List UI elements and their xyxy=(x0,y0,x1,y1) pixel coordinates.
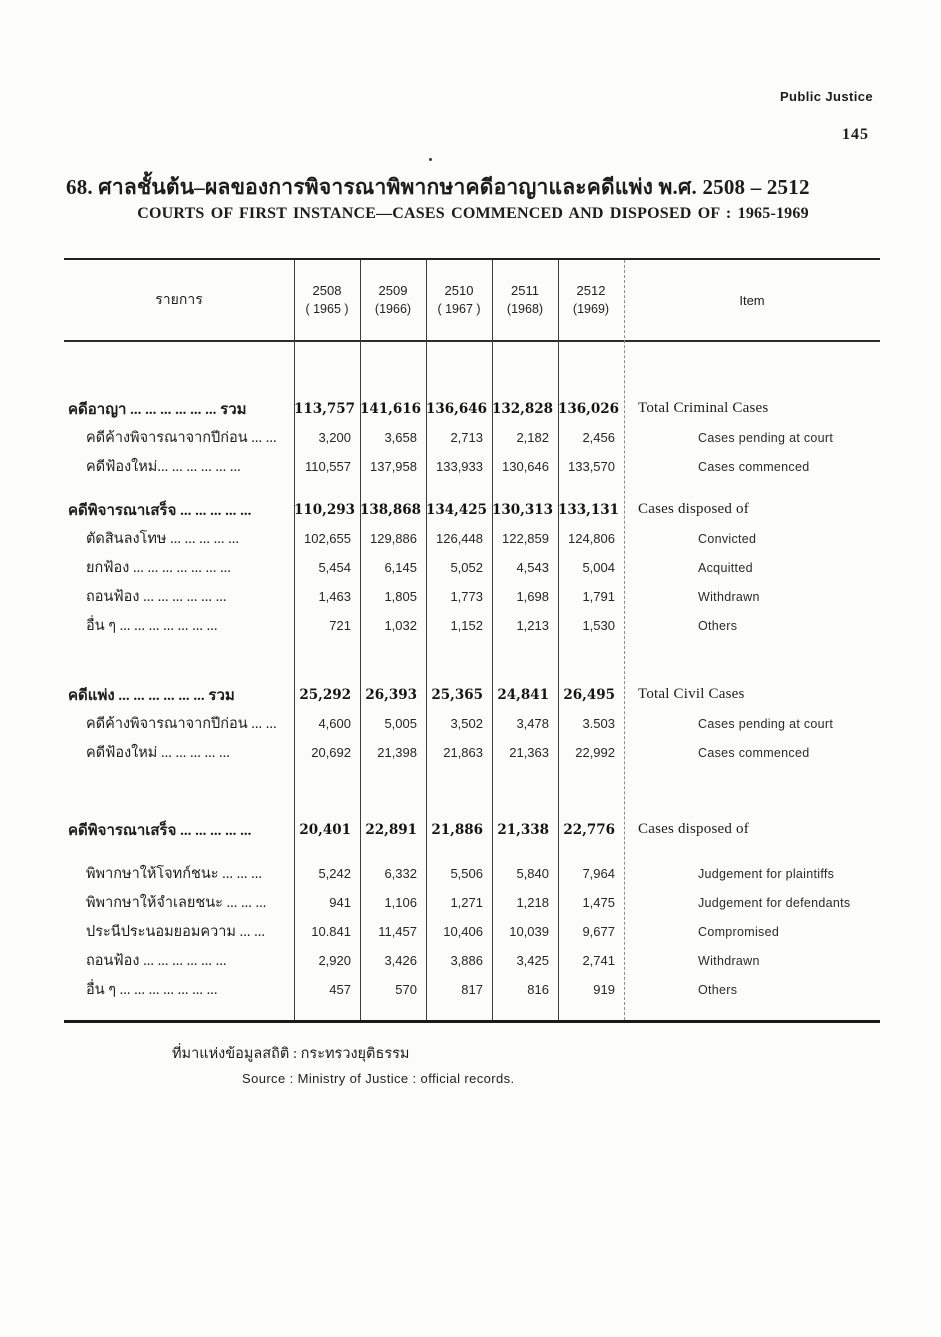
table-row xyxy=(64,680,880,709)
scan-artifact-dot xyxy=(429,158,432,161)
cell-value: 3,425 xyxy=(516,953,549,968)
cell-value: 102,655 xyxy=(304,531,351,546)
row-label-thai: คดีพิจารณาเสร็จ ... ... ... ... ... xyxy=(68,502,252,519)
cell-value: 10,039 xyxy=(509,924,549,939)
table-body xyxy=(64,342,880,1020)
cell-value: 20,692 xyxy=(311,745,351,760)
cell-value: 919 xyxy=(593,982,615,997)
row-label-thai: คดีค้างพิจารณาจากปีก่อน ... ... xyxy=(86,716,277,732)
row-label-english: Convicted xyxy=(698,531,757,546)
cell-value: 3,200 xyxy=(318,430,351,445)
cell-value: 816 xyxy=(527,982,549,997)
cell-value: 1,530 xyxy=(582,618,615,633)
cell-value: 1,791 xyxy=(582,589,615,604)
cell-value: 21,863 xyxy=(443,745,483,760)
source-thai: ที่มาแห่งข้อมูลสถิติ : กระทรวงยุติธรรม xyxy=(172,1046,410,1062)
year-be: 2511 xyxy=(511,282,539,298)
table-section xyxy=(64,495,880,640)
cell-value: 136,026 xyxy=(558,400,620,417)
cell-value: 5,454 xyxy=(318,560,351,575)
table-row xyxy=(64,611,880,640)
page-number: 145 xyxy=(842,126,869,143)
table-section xyxy=(64,859,880,1004)
table-row xyxy=(64,815,880,844)
cell-value: 1,475 xyxy=(582,895,615,910)
cell-value: 11,457 xyxy=(378,924,417,939)
row-label-thai: คดีแพ่ง ... ... ... ... ... ... รวม xyxy=(68,687,235,704)
row-label-thai: อื่น ๆ ... ... ... ... ... ... ... xyxy=(86,982,218,998)
table-row xyxy=(64,495,880,524)
column-header-year-2508 xyxy=(294,281,360,319)
table-row xyxy=(64,859,880,888)
cell-value: 10,406 xyxy=(443,924,483,939)
cell-value: 21,363 xyxy=(509,745,549,760)
table-row xyxy=(64,452,880,481)
row-label-thai: คดีพิจารณาเสร็จ ... ... ... ... ... xyxy=(68,822,252,839)
row-label-thai: คดีฟ้องใหม่ ... ... ... ... ... xyxy=(86,745,230,761)
cell-value: 25,292 xyxy=(299,686,351,703)
cell-value: 2,713 xyxy=(450,430,483,445)
cell-value: 6,145 xyxy=(384,560,417,575)
row-label-thai: คดีค้างพิจารณาจากปีก่อน ... ... xyxy=(86,430,277,446)
cell-value: 1,698 xyxy=(516,589,549,604)
cell-value: 9,677 xyxy=(582,924,615,939)
table-title-english: COURTS OF FIRST INSTANCE—CASES COMMENCED AND DISPOSED OF : 1965-1969 xyxy=(137,205,809,223)
table-header-row xyxy=(64,260,880,342)
cell-value: 141,616 xyxy=(360,400,422,417)
source-note xyxy=(172,1042,515,1086)
row-label-english: Cases commenced xyxy=(698,459,810,474)
cell-value: 133,570 xyxy=(568,459,615,474)
row-label-thai: พิพากษาให้จำเลยชนะ ... ... ... xyxy=(86,895,267,911)
cell-value: 22,776 xyxy=(563,821,615,838)
row-label-english: Others xyxy=(698,982,738,997)
table-row xyxy=(64,394,880,423)
table-row xyxy=(64,975,880,1004)
cell-value: 137,958 xyxy=(370,459,417,474)
cell-value: 5,506 xyxy=(450,866,483,881)
cell-value: 1,213 xyxy=(516,618,549,633)
cell-value: 5,840 xyxy=(516,866,549,881)
cell-value: 132,828 xyxy=(492,400,554,417)
cell-value: 136,646 xyxy=(426,400,488,417)
table-row xyxy=(64,738,880,767)
cell-value: 22,992 xyxy=(575,745,615,760)
cell-value: 20,401 xyxy=(299,821,351,838)
cell-value: 1,805 xyxy=(384,589,417,604)
cell-value: 133,933 xyxy=(436,459,483,474)
cell-value: 124,806 xyxy=(568,531,615,546)
cell-value: 24,841 xyxy=(497,686,549,703)
cell-value: 6,332 xyxy=(384,866,417,881)
cell-value: 5,005 xyxy=(384,716,417,731)
source-english: Source : Ministry of Justice : official records. xyxy=(242,1071,515,1086)
cell-value: 941 xyxy=(329,895,351,910)
year-be: 2509 xyxy=(378,282,408,298)
cell-value: 5,052 xyxy=(450,560,483,575)
row-label-thai: ถอนฟ้อง ... ... ... ... ... ... xyxy=(86,589,227,605)
table-row xyxy=(64,917,880,946)
cell-value: 21,338 xyxy=(497,821,549,838)
column-header-year-2509 xyxy=(360,281,426,319)
cell-value: 130,313 xyxy=(492,501,554,518)
cell-value: 3,658 xyxy=(384,430,417,445)
cell-value: 25,365 xyxy=(431,686,483,703)
cell-value: 1,032 xyxy=(384,618,417,633)
row-label-english: Cases pending at court xyxy=(698,716,834,731)
cell-value: 1,152 xyxy=(450,618,483,633)
cell-value: 122,859 xyxy=(502,531,549,546)
table-row xyxy=(64,423,880,452)
cell-value: 3.503 xyxy=(582,716,615,731)
cell-value: 130,646 xyxy=(502,459,549,474)
year-ce: ( 1967 ) xyxy=(437,302,481,317)
row-label-english: Withdrawn xyxy=(698,589,760,604)
cell-value: 7,964 xyxy=(582,866,615,881)
cell-value: 134,425 xyxy=(426,501,488,518)
table-section xyxy=(64,394,880,481)
row-label-english: Total Criminal Cases xyxy=(638,400,769,416)
cell-value: 110,293 xyxy=(294,501,356,518)
year-ce: (1966) xyxy=(374,302,412,317)
cell-value: 129,886 xyxy=(370,531,417,546)
row-label-english: Acquitted xyxy=(698,560,753,575)
year-be: 2512 xyxy=(576,282,606,298)
cell-value: 2,741 xyxy=(582,953,615,968)
row-label-english: Withdrawn xyxy=(698,953,760,968)
cell-value: 721 xyxy=(329,618,351,633)
cell-value: 817 xyxy=(461,982,483,997)
cell-value: 3,886 xyxy=(450,953,483,968)
year-ce: ( 1965 ) xyxy=(305,302,349,317)
cell-value: 1,106 xyxy=(384,895,417,910)
cell-value: 2,920 xyxy=(318,953,351,968)
table-row xyxy=(64,582,880,611)
cell-value: 1,218 xyxy=(516,895,549,910)
cell-value: 21,886 xyxy=(431,821,483,838)
row-label-english: Cases disposed of xyxy=(638,501,749,517)
cell-value: 1,271 xyxy=(450,895,483,910)
cell-value: 1,773 xyxy=(450,589,483,604)
cell-value: 2,182 xyxy=(516,430,549,445)
cell-value: 113,757 xyxy=(294,400,356,417)
cell-value: 26,393 xyxy=(365,686,417,703)
cell-value: 22,891 xyxy=(365,821,417,838)
column-header-year-2510 xyxy=(426,281,492,319)
year-ce: (1969) xyxy=(572,302,610,317)
table-row xyxy=(64,553,880,582)
year-be: 2508 xyxy=(312,282,342,298)
row-label-english: Others xyxy=(698,618,738,633)
column-header-year-2511 xyxy=(492,281,558,319)
row-label-english: Total Civil Cases xyxy=(638,686,745,702)
cell-value: 133,131 xyxy=(558,501,620,518)
year-ce: (1968) xyxy=(506,302,544,317)
statistics-table xyxy=(64,258,880,1023)
table-section xyxy=(64,680,880,767)
row-label-thai: ยกฟ้อง ... ... ... ... ... ... ... xyxy=(86,560,231,576)
column-header-year-2512 xyxy=(558,281,624,319)
column-header-item-english: Item xyxy=(739,292,765,308)
row-label-thai: คดีอาญา ... ... ... ... ... ... รวม xyxy=(68,401,247,418)
row-label-english: Judgement for defendants xyxy=(698,895,851,910)
row-label-english: Cases commenced xyxy=(698,745,810,760)
cell-value: 1,463 xyxy=(318,589,351,604)
cell-value: 2,456 xyxy=(582,430,615,445)
cell-value: 3,478 xyxy=(516,716,549,731)
cell-value: 5,004 xyxy=(582,560,615,575)
table-row xyxy=(64,888,880,917)
cell-value: 5,242 xyxy=(318,866,351,881)
cell-value: 457 xyxy=(329,982,351,997)
cell-value: 21,398 xyxy=(377,745,417,760)
row-label-thai: คดีฟ้องใหม่... ... ... ... ... ... xyxy=(86,459,241,475)
table-section xyxy=(64,815,880,844)
table-title-thai: 68. ศาลชั้นต้น–ผลของการพิจารณาพิพากษาคดีอาญาและคดีแพ่ง พ.ศ. 2508 – 2512 xyxy=(66,175,810,199)
cell-value: 26,495 xyxy=(563,686,615,703)
cell-value: 3,426 xyxy=(384,953,417,968)
running-header: Public Justice xyxy=(779,89,873,104)
cell-value: 126,448 xyxy=(436,531,483,546)
year-be: 2510 xyxy=(444,282,474,298)
row-label-english: Judgement for plaintiffs xyxy=(698,866,835,881)
cell-value: 4,543 xyxy=(516,560,549,575)
row-label-thai: พิพากษาให้โจทก์ชนะ ... ... ... xyxy=(86,866,263,882)
row-label-english: Compromised xyxy=(698,924,780,939)
cell-value: 3,502 xyxy=(450,716,483,731)
table-row xyxy=(64,524,880,553)
row-label-thai: ตัดสินลงโทษ ... ... ... ... ... xyxy=(86,531,239,547)
row-label-thai: ประนีประนอมยอมความ ... ... xyxy=(86,924,265,940)
table-row xyxy=(64,946,880,975)
row-label-thai: ถอนฟ้อง ... ... ... ... ... ... xyxy=(86,953,227,969)
row-label-english: Cases pending at court xyxy=(698,430,834,445)
cell-value: 138,868 xyxy=(360,501,422,518)
column-header-item-thai: รายการ xyxy=(155,293,203,308)
row-label-thai: อื่น ๆ ... ... ... ... ... ... ... xyxy=(86,618,218,634)
row-label-english: Cases disposed of xyxy=(638,821,749,837)
table-row xyxy=(64,709,880,738)
cell-value: 4,600 xyxy=(318,716,351,731)
cell-value: 10.841 xyxy=(311,924,351,939)
cell-value: 570 xyxy=(395,982,417,997)
title-block xyxy=(66,174,880,223)
cell-value: 110,557 xyxy=(304,459,351,474)
